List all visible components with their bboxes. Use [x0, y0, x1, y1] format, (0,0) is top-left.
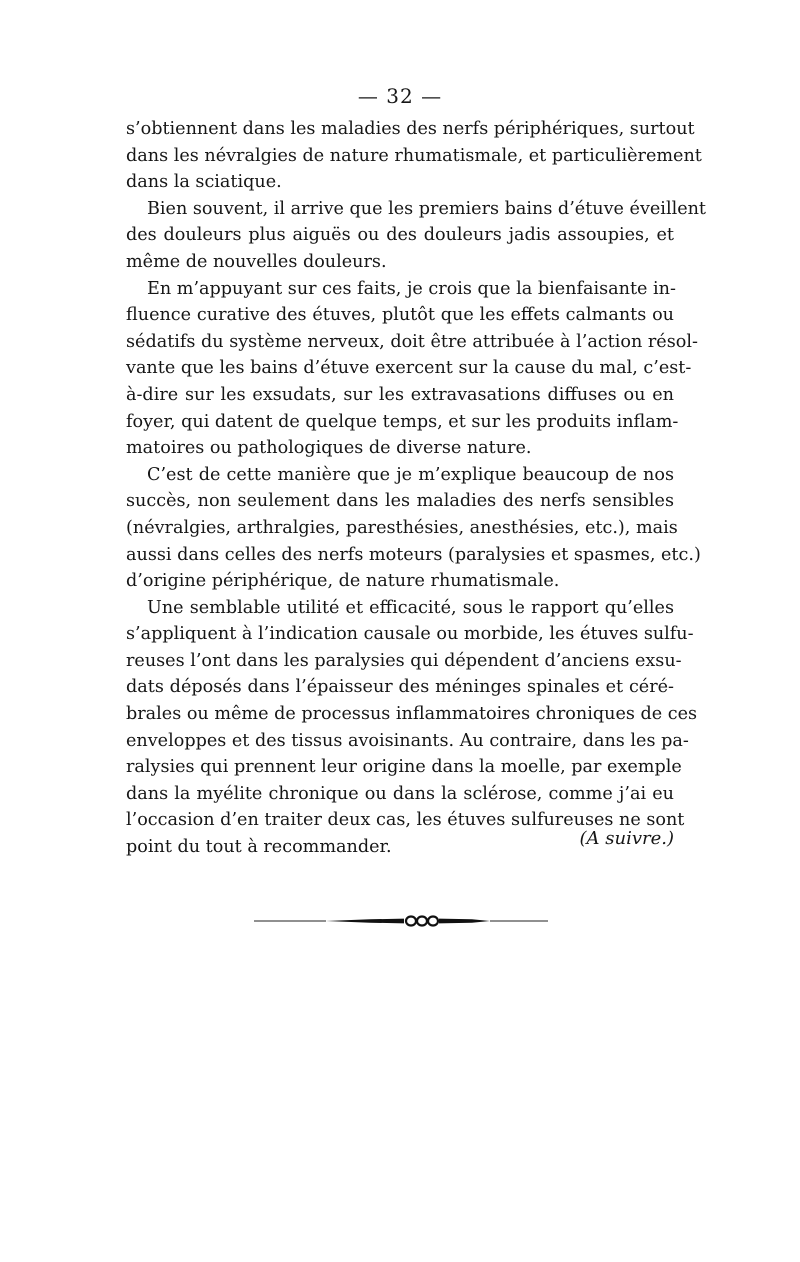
text-line: foyer, qui datent de quelque temps, et sur les produits inflam- — [126, 411, 679, 432]
body-text — [126, 116, 707, 861]
ornament-divider — [254, 914, 548, 928]
paragraph — [126, 116, 702, 196]
text-line: (névralgies, arthralgies, paresthésies, anesthésies, etc.), mais — [126, 517, 678, 538]
text-line: ralysies qui prennent leur origine dans la moelle, par exemple — [126, 757, 682, 778]
paragraph — [126, 595, 698, 861]
text-line: enveloppes et des tissus avoisinants. Au contraire, dans les pa- — [126, 730, 689, 751]
page-number: — 32 — — [357, 84, 443, 108]
text-line: l’occasion d’en traiter deux cas, les étuves sulfureuses ne sont — [126, 810, 685, 831]
text-line: En m’appuyant sur ces faits, je crois que la bienfaisante in- — [147, 278, 676, 299]
text-line: vante que les bains d’étuve exercent sur la cause du mal, c’est- — [126, 358, 692, 379]
paragraph — [126, 462, 701, 595]
text-line: dans la myélite chronique ou dans la sclérose, comme j’ai eu — [126, 783, 674, 804]
text-line: dats déposés dans l’épaisseur des méninges spinales et céré- — [126, 677, 674, 698]
text-line: s’obtiennent dans les maladies des nerfs périphériques, surtout — [126, 119, 695, 139]
text-line: brales ou même de processus inflammatoires chroniques de ces — [126, 704, 698, 725]
text-line: matoires ou pathologiques de diverse nature. — [126, 438, 532, 459]
text-line: dans la sciatique. — [126, 172, 282, 193]
text-line: fluence curative des étuves, plutôt que les effets calmants ou — [126, 305, 674, 326]
paragraph — [126, 276, 698, 462]
continuation-note: (A suivre.) — [579, 828, 674, 849]
text-line: sédatifs du système nerveux, doit être attribuée à l’action résol- — [126, 331, 698, 352]
text-line: succès, non seulement dans les maladies des nerfs sensibles — [126, 491, 674, 512]
text-line: Bien souvent, il arrive que les premiers bains d’étuve éveillent — [147, 198, 707, 219]
text-line: dans les névralgies de nature rhumatismale, et particulièrement — [126, 145, 702, 166]
paragraph — [126, 196, 707, 276]
text-line: Une semblable utilité et efficacité, sous le rapport qu’elles — [147, 597, 674, 618]
text-line: aussi dans celles des nerfs moteurs (paralysies et spasmes, etc.) — [126, 544, 701, 565]
text-line: reuses l’ont dans les paralysies qui dépendent d’anciens exsu- — [126, 650, 682, 671]
text-line: s’appliquent à l’indication causale ou morbide, les étuves sulfu- — [126, 624, 694, 645]
text-line: d’origine périphérique, de nature rhumatismale. — [126, 571, 560, 592]
text-line: des douleurs plus aiguës ou des douleurs jadis assoupies, et — [126, 225, 674, 246]
text-line: point du tout à recommander. — [126, 837, 392, 858]
text-line: C’est de cette manière que je m’explique beaucoup de nos — [147, 464, 674, 485]
text-line: même de nouvelles douleurs. — [126, 251, 387, 272]
text-line: à-dire sur les exsudats, sur les extravasations diffuses ou en — [126, 384, 674, 405]
